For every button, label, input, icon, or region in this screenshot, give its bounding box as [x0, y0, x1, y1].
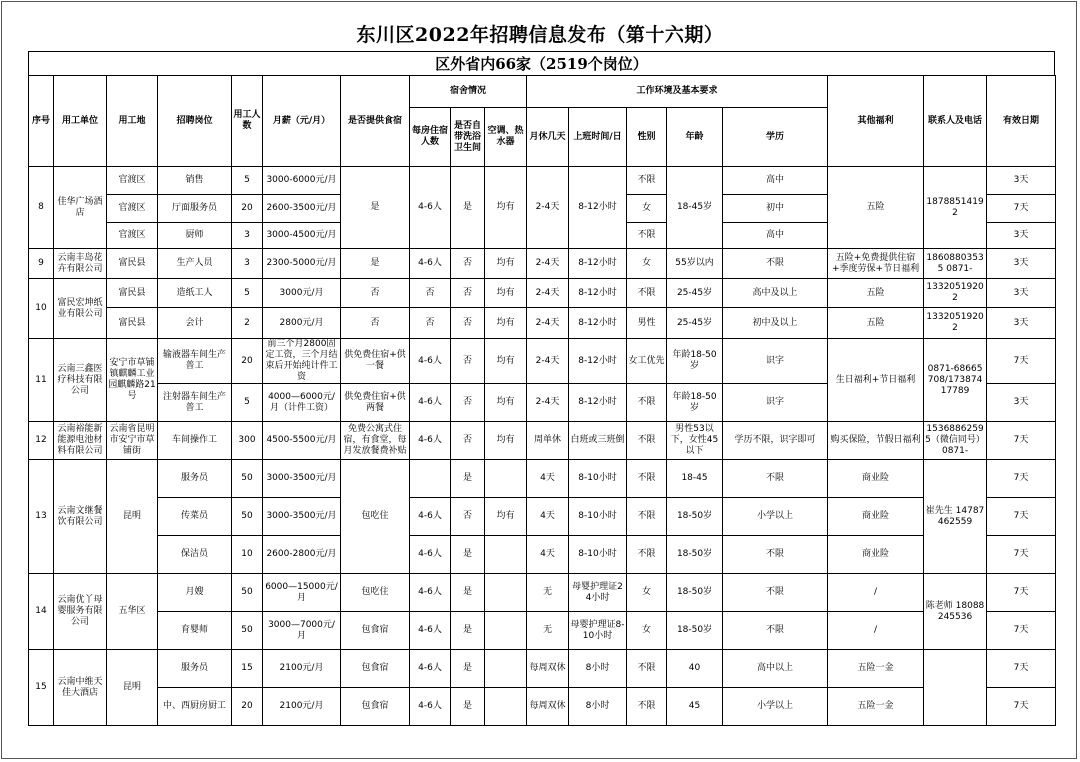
cell-location: 安宁市草铺镇麒麟工业园麒麟路21号: [107, 339, 158, 422]
cell-education: 高中及以上: [723, 279, 828, 308]
header-dorm-bath: 是否自带洗浴卫生间: [451, 108, 485, 167]
cell-salary: 前三个月2800固定工资，三个月结束后开始纯计件工资: [263, 339, 341, 384]
cell-benefits: 五险+免费提供住宿+季度劳保+节日福利: [828, 249, 924, 279]
cell-employer: 云南文继餐饮有限公司: [54, 460, 107, 574]
cell-dorm-bath: 否: [451, 422, 485, 460]
header-age: 年龄: [667, 108, 723, 167]
cell-education: 高中以上: [723, 650, 828, 688]
cell-gender: 不限: [627, 498, 667, 536]
cell-position: 保洁员: [158, 536, 232, 574]
cell-contact: 18608803535 0871-: [924, 249, 987, 279]
cell-employer: 云南丰岛花卉有限公司: [54, 249, 107, 279]
header-dorm-group: 宿舍情况: [410, 76, 527, 108]
cell-board: 包食宿: [341, 688, 410, 726]
cell-board: 包吃住: [341, 574, 410, 612]
cell-headcount: 3: [232, 223, 263, 249]
cell-education: 不限: [723, 536, 828, 574]
cell-employer: 云南裕能新能源电池材料有限公司: [54, 422, 107, 460]
cell-position: 中、西厨房厨工: [158, 688, 232, 726]
cell-board: 免费公寓式住宿，有食堂，每月发放餐费补贴: [341, 422, 410, 460]
cell-hours: 8-12小时: [569, 249, 627, 279]
cell-dorm-amenity: [485, 688, 527, 726]
cell-headcount: 20: [232, 195, 263, 223]
header-dorm-people: 每房住宿人数: [410, 108, 451, 167]
cell-dorm-amenity: 均有: [485, 422, 527, 460]
cell-salary: 3000—7000元/月: [263, 612, 341, 650]
cell-hours: 8小时: [569, 688, 627, 726]
cell-salary: 2600-2800元/月: [263, 536, 341, 574]
table-row: [29, 167, 1056, 195]
cell-validity: 3天: [987, 249, 1056, 279]
cell-location: 官渡区: [107, 167, 158, 195]
cell-gender: 不限: [627, 223, 667, 249]
cell-dorm-bath: 是: [451, 650, 485, 688]
cell-dorm-bath: 是: [451, 460, 485, 498]
cell-salary: 3000-3500元/月: [263, 460, 341, 498]
header-row-1: [29, 76, 1056, 108]
cell-seq: 8: [29, 167, 54, 249]
cell-age: 18-50岁: [667, 498, 723, 536]
cell-age: 25-45岁: [667, 279, 723, 308]
cell-position: 育婴师: [158, 612, 232, 650]
cell-education: 不限: [723, 460, 828, 498]
cell-salary: 2100元/月: [263, 650, 341, 688]
cell-age: 40: [667, 650, 723, 688]
cell-validity: 7天: [987, 536, 1056, 574]
header-benefits: 其他福利: [828, 76, 924, 167]
header-work-group: 工作环境及基本要求: [527, 76, 828, 108]
cell-dorm-amenity: 均有: [485, 249, 527, 279]
cell-location: 富民县: [107, 279, 158, 308]
cell-dorm-amenity: 均有: [485, 279, 527, 308]
cell-rest-days: 无: [527, 612, 569, 650]
cell-position: 服务员: [158, 460, 232, 498]
cell-headcount: 5: [232, 167, 263, 195]
cell-board: 包食宿: [341, 650, 410, 688]
cell-validity: 3天: [987, 167, 1056, 195]
cell-hours: 8-12小时: [569, 384, 627, 422]
cell-seq: 10: [29, 279, 54, 339]
cell-dorm-people: 4-6人: [410, 650, 451, 688]
cell-age: 45: [667, 688, 723, 726]
cell-gender: 女: [627, 249, 667, 279]
cell-board: 包吃住: [341, 460, 410, 574]
cell-age: 男性53以下，女性45以下: [667, 422, 723, 460]
cell-education: 不限: [723, 249, 828, 279]
cell-validity: 3天: [987, 279, 1056, 308]
cell-employer: 富民宏坤纸业有限公司: [54, 279, 107, 339]
cell-seq: 9: [29, 249, 54, 279]
cell-age: 25-45岁: [667, 308, 723, 339]
header-seq: 序号: [29, 76, 54, 167]
cell-validity: 7天: [987, 650, 1056, 688]
cell-headcount: 50: [232, 574, 263, 612]
cell-seq: 13: [29, 460, 54, 574]
cell-salary: 2800元/月: [263, 308, 341, 339]
cell-dorm-amenity: 均有: [485, 384, 527, 422]
header-location: 用工地: [107, 76, 158, 167]
cell-contact: 陈老师 18088245536: [924, 574, 987, 650]
cell-dorm-amenity: 均有: [485, 308, 527, 339]
cell-rest-days: 2-4天: [527, 308, 569, 339]
cell-dorm-amenity: [485, 460, 527, 498]
cell-gender: 不限: [627, 460, 667, 498]
table-row: [29, 688, 1056, 726]
cell-location: 富民县: [107, 249, 158, 279]
cell-contact: 18788514192: [924, 167, 987, 249]
cell-gender: 不限: [627, 422, 667, 460]
cell-headcount: 20: [232, 688, 263, 726]
cell-headcount: 50: [232, 460, 263, 498]
cell-dorm-amenity: [485, 574, 527, 612]
cell-contact: 0871-68665708/17387417789: [924, 339, 987, 422]
cell-validity: 7天: [987, 574, 1056, 612]
header-education: 学历: [723, 108, 828, 167]
cell-employer: 云南优丫母婴服务有限公司: [54, 574, 107, 650]
cell-hours: 8-10小时: [569, 536, 627, 574]
cell-headcount: 20: [232, 339, 263, 384]
cell-benefits: 五险一金: [828, 650, 924, 688]
cell-hours: 8-12小时: [569, 339, 627, 384]
cell-age: 18-45: [667, 460, 723, 498]
cell-salary: 3000元/月: [263, 279, 341, 308]
cell-salary: 3000-3500元/月: [263, 498, 341, 536]
header-board: 是否提供食宿: [341, 76, 410, 167]
table-row: [29, 279, 1056, 308]
cell-employer: 云南中维天佳大酒店: [54, 650, 107, 726]
cell-validity: 7天: [987, 498, 1056, 536]
cell-hours: 8小时: [569, 650, 627, 688]
cell-location: 昆明: [107, 650, 158, 726]
cell-benefits: 五险: [828, 308, 924, 339]
page-subtitle: 区外省内66家（2519个岗位）: [28, 51, 1055, 75]
cell-dorm-people: 4-6人: [410, 688, 451, 726]
table-row: [29, 308, 1056, 339]
cell-location: 富民县: [107, 308, 158, 339]
header-dorm-amenity: 空调、热水器: [485, 108, 527, 167]
cell-position: 服务员: [158, 650, 232, 688]
cell-rest-days: 4天: [527, 498, 569, 536]
cell-position: 传菜员: [158, 498, 232, 536]
cell-age: 18-50岁: [667, 536, 723, 574]
cell-gender: 男性: [627, 308, 667, 339]
header-employer: 用工单位: [54, 76, 107, 167]
cell-benefits: /: [828, 574, 924, 612]
cell-employer: 佳华广场酒店: [54, 167, 107, 249]
cell-education: 高中: [723, 223, 828, 249]
cell-dorm-amenity: 均有: [485, 498, 527, 536]
cell-board: 是: [341, 249, 410, 279]
table-row: [29, 612, 1056, 650]
table-row: [29, 249, 1056, 279]
table-row: [29, 536, 1056, 574]
header-validity: 有效日期: [987, 76, 1056, 167]
cell-validity: 7天: [987, 422, 1056, 460]
cell-headcount: 10: [232, 536, 263, 574]
cell-dorm-amenity: [485, 536, 527, 574]
cell-position: 月嫂: [158, 574, 232, 612]
cell-hours: 8-10小时: [569, 460, 627, 498]
recruitment-table: [28, 75, 1056, 726]
cell-position: 销售: [158, 167, 232, 195]
cell-location: 官渡区: [107, 223, 158, 249]
cell-salary: 2300-5000元/月: [263, 249, 341, 279]
cell-hours: 8-12小时: [569, 279, 627, 308]
cell-education: 学历不限，识字即可: [723, 422, 828, 460]
cell-position: 造纸工人: [158, 279, 232, 308]
header-rest-days: 月休几天: [527, 108, 569, 167]
cell-salary: 2100元/月: [263, 688, 341, 726]
cell-salary: 4000—6000元/月（计件工资）: [263, 384, 341, 422]
cell-employer: 云南三鑫医疗科技有限公司: [54, 339, 107, 422]
cell-age: 18-45岁: [667, 167, 723, 249]
cell-gender: 女: [627, 195, 667, 223]
cell-benefits: 五险: [828, 167, 924, 249]
cell-dorm-people: 4-6人: [410, 422, 451, 460]
page-title: 东川区2022年招聘信息发布（第十六期）: [356, 24, 724, 46]
cell-board: 供免费住宿+供两餐: [341, 384, 410, 422]
cell-dorm-people: 4-6人: [410, 498, 451, 536]
header-salary: 月薪（元/月）: [263, 76, 341, 167]
cell-validity: 7天: [987, 195, 1056, 223]
cell-benefits: 商业险: [828, 460, 924, 498]
cell-hours: 母婴护理证8-10小时: [569, 612, 627, 650]
cell-dorm-amenity: [485, 650, 527, 688]
cell-age: 年龄18-50岁: [667, 339, 723, 384]
cell-hours: 8-12小时: [569, 308, 627, 339]
cell-rest-days: 4天: [527, 536, 569, 574]
cell-dorm-amenity: 均有: [485, 167, 527, 249]
cell-rest-days: 4天: [527, 460, 569, 498]
cell-hours: 母婴护理证24小时: [569, 574, 627, 612]
cell-position: 厨师: [158, 223, 232, 249]
table-row: [29, 339, 1056, 384]
cell-contact: 崔先生 14787462559: [924, 460, 987, 574]
cell-location: 五华区: [107, 574, 158, 650]
cell-position: 车间操作工: [158, 422, 232, 460]
cell-seq: 15: [29, 650, 54, 726]
cell-rest-days: 2-4天: [527, 279, 569, 308]
cell-education: 初中及以上: [723, 308, 828, 339]
cell-rest-days: 每周双休: [527, 650, 569, 688]
cell-education: 高中: [723, 167, 828, 195]
cell-contact: 13320519202: [924, 279, 987, 308]
cell-gender: 女工优先: [627, 339, 667, 384]
cell-education: 识字: [723, 384, 828, 422]
header-position: 招聘岗位: [158, 76, 232, 167]
cell-dorm-bath: 否: [451, 498, 485, 536]
cell-position: 厅面服务员: [158, 195, 232, 223]
cell-headcount: 50: [232, 498, 263, 536]
cell-dorm-bath: 是: [451, 167, 485, 249]
cell-board: 否: [341, 279, 410, 308]
header-gender: 性别: [627, 108, 667, 167]
cell-dorm-bath: 否: [451, 308, 485, 339]
cell-benefits: /: [828, 612, 924, 650]
cell-rest-days: 2-4天: [527, 339, 569, 384]
cell-headcount: 5: [232, 279, 263, 308]
cell-location: 昆明: [107, 460, 158, 574]
cell-contact: [924, 650, 987, 726]
cell-dorm-people: 否: [410, 279, 451, 308]
cell-dorm-bath: 否: [451, 249, 485, 279]
cell-dorm-amenity: [485, 612, 527, 650]
cell-education: 初中: [723, 195, 828, 223]
cell-validity: 3天: [987, 308, 1056, 339]
cell-dorm-bath: 是: [451, 688, 485, 726]
cell-salary: 3000-4500元/月: [263, 223, 341, 249]
cell-gender: 不限: [627, 167, 667, 195]
cell-dorm-bath: 是: [451, 536, 485, 574]
cell-validity: 7天: [987, 460, 1056, 498]
cell-benefits: 五险: [828, 279, 924, 308]
cell-dorm-bath: 是: [451, 574, 485, 612]
cell-gender: 女: [627, 574, 667, 612]
cell-gender: 不限: [627, 688, 667, 726]
cell-dorm-people: [410, 460, 451, 498]
header-contact: 联系人及电话: [924, 76, 987, 167]
table-row: [29, 422, 1056, 460]
cell-hours: 8-12小时: [569, 167, 627, 249]
cell-headcount: 3: [232, 249, 263, 279]
cell-rest-days: 2-4天: [527, 167, 569, 249]
cell-board: 否: [341, 308, 410, 339]
cell-benefits: 购买保险，节假日福利: [828, 422, 924, 460]
cell-contact: 15368862595（微信同号）0871-: [924, 422, 987, 460]
cell-education: 不限: [723, 574, 828, 612]
cell-headcount: 300: [232, 422, 263, 460]
cell-dorm-people: 4-6人: [410, 574, 451, 612]
cell-dorm-bath: 否: [451, 384, 485, 422]
cell-age: 18-50岁: [667, 612, 723, 650]
cell-position: 会计: [158, 308, 232, 339]
cell-salary: 6000—15000元/月: [263, 574, 341, 612]
cell-gender: 不限: [627, 384, 667, 422]
cell-gender: 女: [627, 612, 667, 650]
cell-age: 55岁以内: [667, 249, 723, 279]
cell-validity: 7天: [987, 688, 1056, 726]
cell-education: 不限: [723, 612, 828, 650]
cell-hours: 白班或三班倒: [569, 422, 627, 460]
cell-location: 官渡区: [107, 195, 158, 223]
header-headcount: 用工人数: [232, 76, 263, 167]
cell-benefits: 生日福利+节日福利: [828, 339, 924, 422]
cell-dorm-bath: 是: [451, 612, 485, 650]
cell-benefits: 商业险: [828, 536, 924, 574]
cell-hours: 8-10小时: [569, 498, 627, 536]
cell-seq: 12: [29, 422, 54, 460]
table-row: [29, 460, 1056, 498]
cell-board: 供免费住宿+供一餐: [341, 339, 410, 384]
cell-gender: 不限: [627, 279, 667, 308]
cell-contact: 13320519202: [924, 308, 987, 339]
cell-board: 是: [341, 167, 410, 249]
cell-validity: 3天: [987, 384, 1056, 422]
cell-validity: 3天: [987, 223, 1056, 249]
cell-age: 年龄18-50岁: [667, 384, 723, 422]
cell-age: 18-50岁: [667, 574, 723, 612]
cell-seq: 11: [29, 339, 54, 422]
cell-position: 注射器车间生产普工: [158, 384, 232, 422]
cell-position: 生产人员: [158, 249, 232, 279]
cell-rest-days: 无: [527, 574, 569, 612]
cell-dorm-people: 4-6人: [410, 612, 451, 650]
cell-dorm-bath: 否: [451, 279, 485, 308]
cell-dorm-people: 4-6人: [410, 536, 451, 574]
cell-rest-days: 2-4天: [527, 384, 569, 422]
cell-salary: 2600-3500元/月: [263, 195, 341, 223]
cell-validity: 7天: [987, 612, 1056, 650]
cell-board: 包食宿: [341, 612, 410, 650]
cell-dorm-people: 4-6人: [410, 249, 451, 279]
table-row: [29, 650, 1056, 688]
table-row: [29, 498, 1056, 536]
cell-gender: 不限: [627, 536, 667, 574]
cell-benefits: 商业险: [828, 498, 924, 536]
cell-dorm-people: 4-6人: [410, 167, 451, 249]
cell-headcount: 50: [232, 612, 263, 650]
cell-dorm-bath: 否: [451, 339, 485, 384]
cell-dorm-people: 否: [410, 308, 451, 339]
cell-education: 小学以上: [723, 498, 828, 536]
cell-dorm-people: 4-6人: [410, 384, 451, 422]
cell-position: 输液器车间生产普工: [158, 339, 232, 384]
cell-headcount: 15: [232, 650, 263, 688]
cell-salary: 3000-6000元/月: [263, 167, 341, 195]
cell-location: 云南省昆明市安宁市草铺街: [107, 422, 158, 460]
cell-headcount: 5: [232, 384, 263, 422]
cell-salary: 4500-5500元/月: [263, 422, 341, 460]
cell-validity: 7天: [987, 339, 1056, 384]
cell-seq: 14: [29, 574, 54, 650]
cell-headcount: 2: [232, 308, 263, 339]
cell-rest-days: 2-4天: [527, 249, 569, 279]
cell-education: 小学以上: [723, 688, 828, 726]
cell-dorm-people: 4-6人: [410, 339, 451, 384]
table-row: [29, 574, 1056, 612]
cell-rest-days: 每周双休: [527, 688, 569, 726]
cell-dorm-amenity: 均有: [485, 339, 527, 384]
cell-benefits: 五险一金: [828, 688, 924, 726]
cell-rest-days: 周单休: [527, 422, 569, 460]
header-hours: 上班时间/日: [569, 108, 627, 167]
cell-education: 识字: [723, 339, 828, 384]
cell-gender: 不限: [627, 650, 667, 688]
